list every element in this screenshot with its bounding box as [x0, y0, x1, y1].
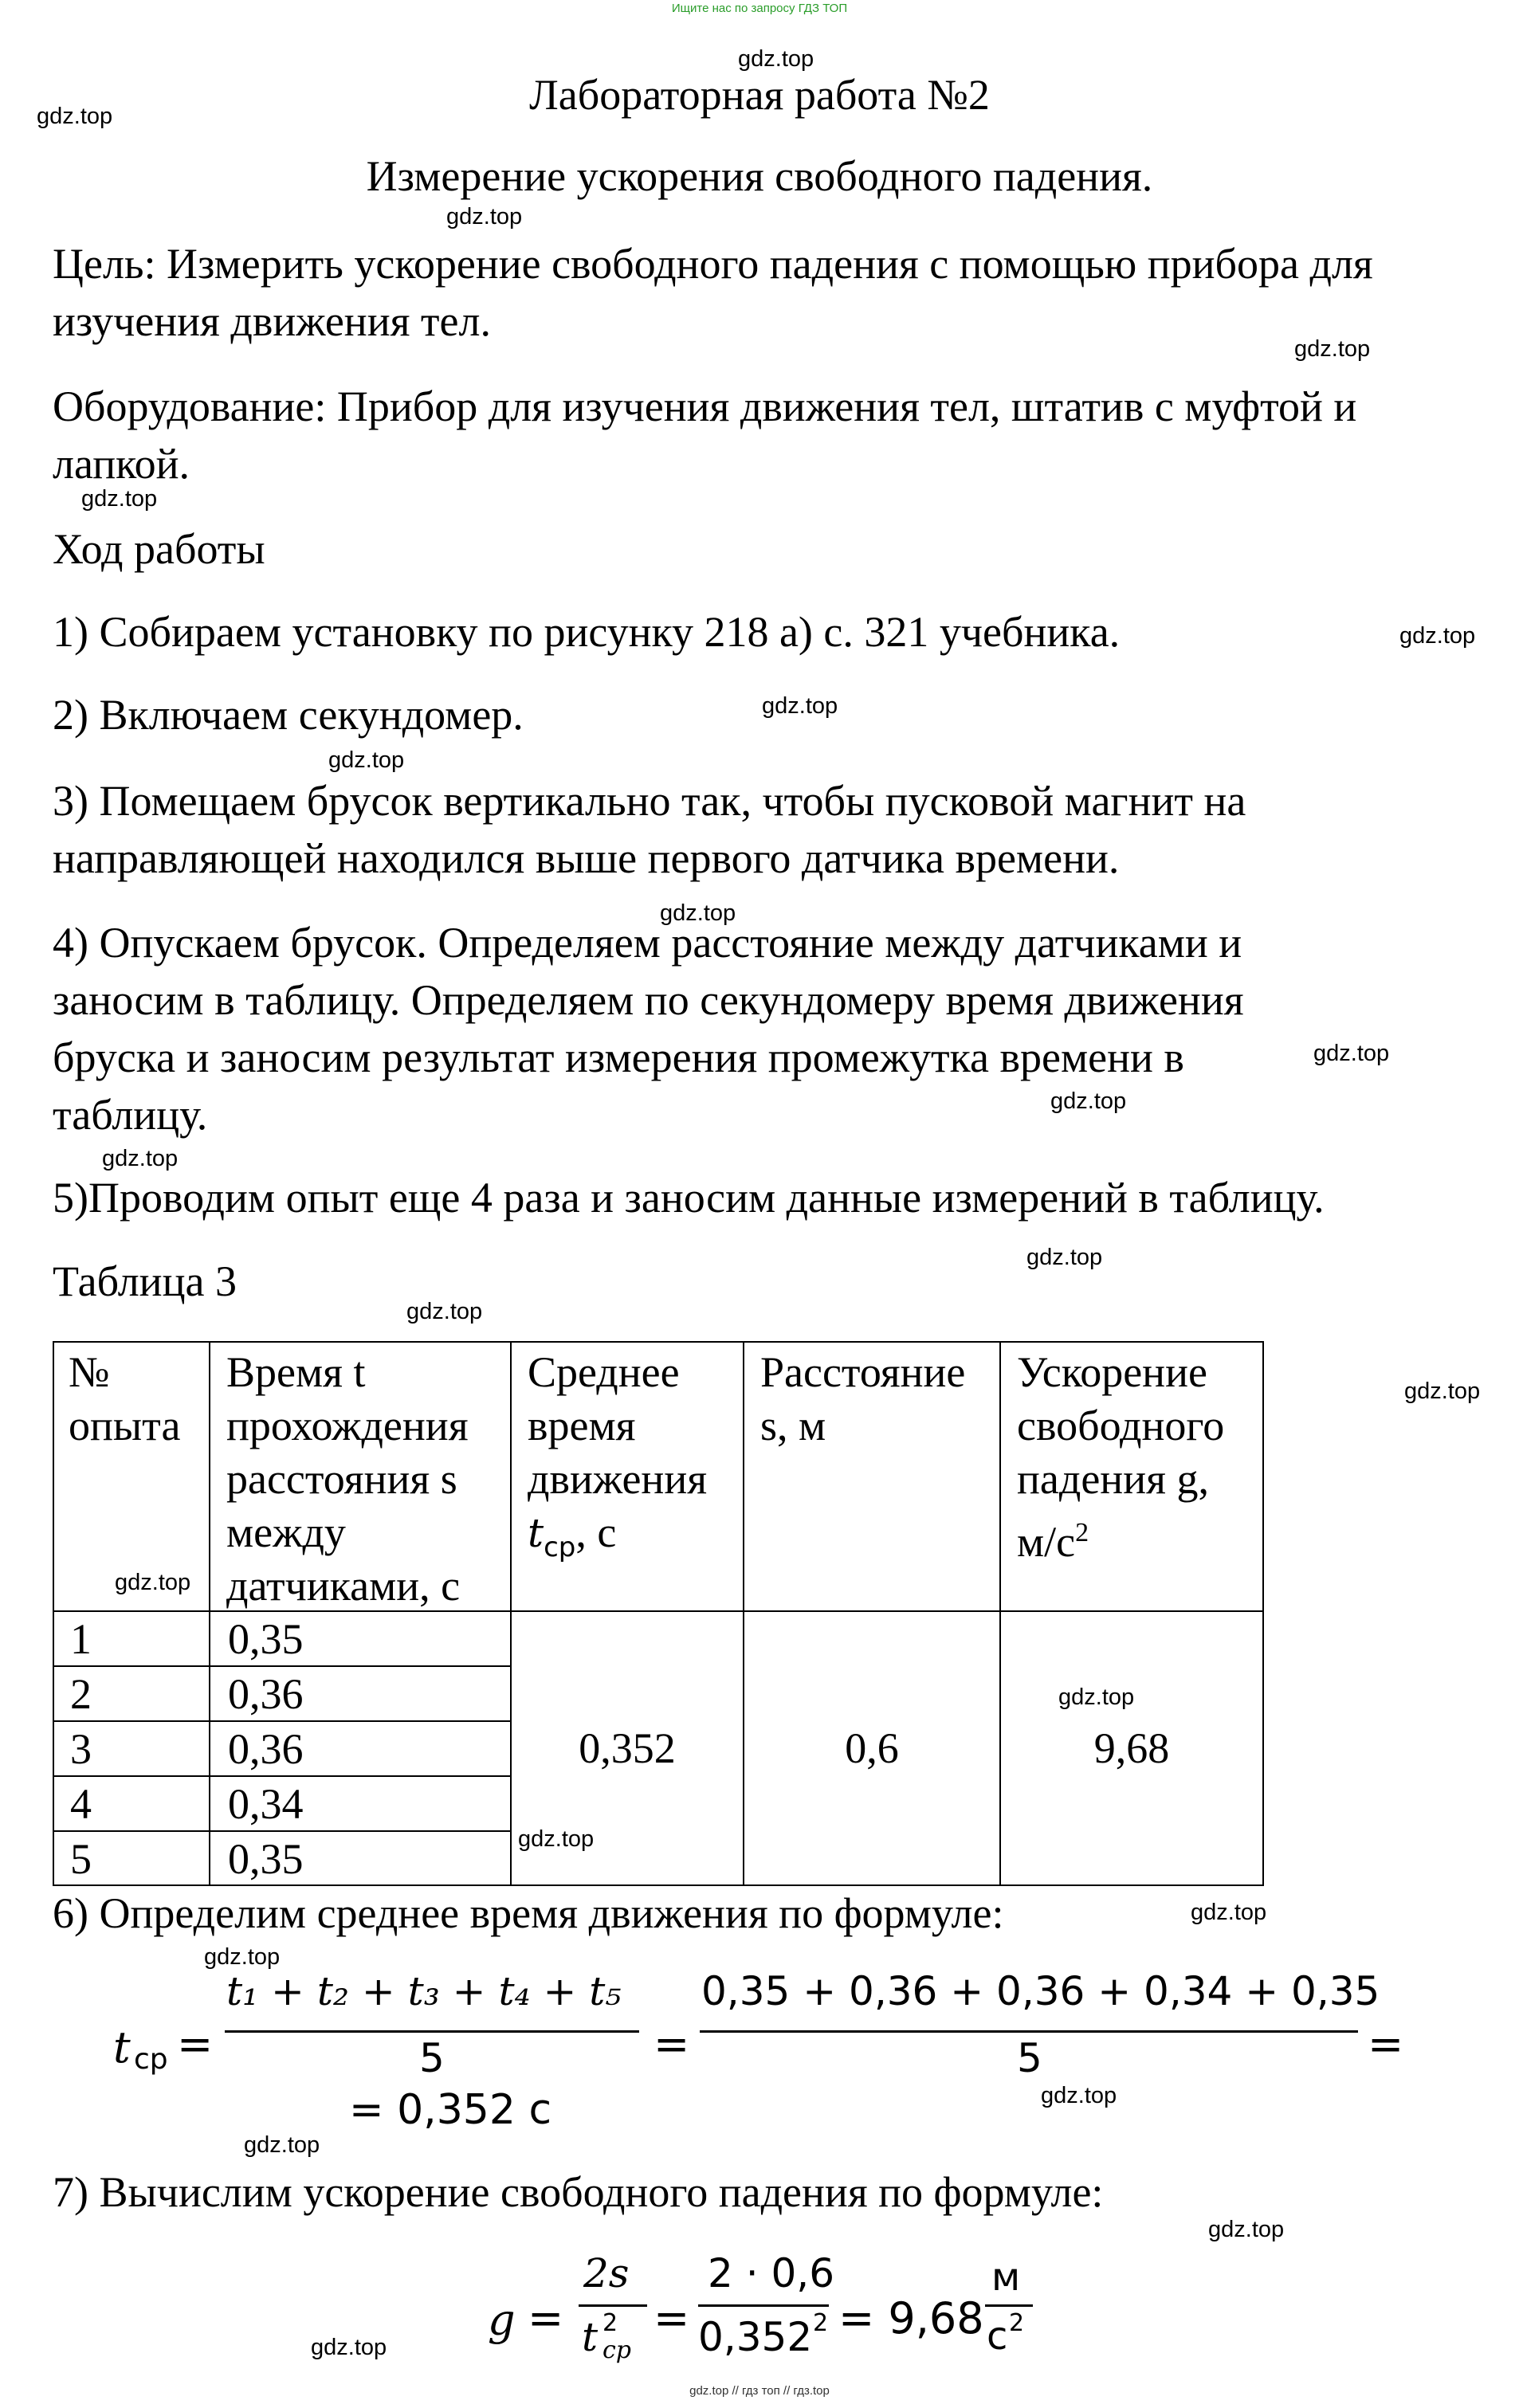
f2-frac2-num: 2 · 0,6 — [708, 2250, 835, 2296]
header-avg-sub: ср — [544, 1531, 576, 1563]
row-1-time: 0,35 — [228, 1615, 304, 1663]
f1-eq-1: = — [177, 2019, 214, 2069]
f2-eq-2: = — [654, 2293, 690, 2343]
formula-average-time — [0, 1968, 1519, 2143]
header-avg — [528, 1346, 735, 1575]
f2-frac2-den-sup: 2 — [813, 2309, 829, 2337]
top-banner: Ищите нас по запросу ГДЗ ТОП — [671, 2, 848, 15]
watermark: gdz.top — [406, 1299, 483, 1324]
row-3-time: 0,36 — [228, 1725, 304, 1773]
step-1: 1) Собираем установку по рисунку 218 а) с. 321 учебника. — [53, 608, 1121, 656]
watermark: gdz.top — [102, 1146, 179, 1171]
bottom-banner: gdz.top // гдз топ // гдз.top — [689, 2384, 830, 2398]
watermark: gdz.top — [518, 1826, 595, 1852]
header-dist: Расстояние s, м — [760, 1348, 966, 1449]
watermark: gdz.top — [1313, 1041, 1390, 1066]
row-4-num: 4 — [70, 1780, 92, 1828]
watermark: gdz.top — [115, 1570, 191, 1595]
goal-paragraph: Цель: Измерить ускорение свободного падения с помощью прибора для изучения движения тел. — [53, 240, 1373, 345]
f1-numerator-symbolic: t₁ + t₂ + t₃ + t₄ + t₅ — [226, 1968, 622, 2014]
watermark: gdz.top — [1404, 1379, 1481, 1404]
step-5: 5)Проводим опыт еще 4 раза и заносим данные измерений в таблицу. — [53, 1174, 1325, 1222]
header-accel — [1017, 1346, 1256, 1569]
acceleration-value: 9,68 — [1093, 1724, 1170, 1772]
f2-unit-bar — [985, 2304, 1033, 2307]
watermark: gdz.top — [660, 900, 736, 926]
f2-frac1-num: 2s — [583, 2250, 630, 2296]
distance-value: 0,6 — [845, 1724, 899, 1772]
watermark: gdz.top — [37, 104, 113, 129]
f2-unit-den: с — [987, 2314, 1008, 2359]
watermark: gdz.top — [1026, 1245, 1103, 1270]
row-1-num: 1 — [70, 1615, 92, 1663]
watermark: gdz.top — [1399, 623, 1476, 649]
watermark: gdz.top — [311, 2335, 387, 2360]
f2-result: = 9,68 — [838, 2293, 984, 2343]
watermark: gdz.top — [1041, 2083, 1117, 2108]
row-2-time: 0,36 — [228, 1670, 304, 1718]
f1-result: = 0,352 с — [349, 2086, 552, 2134]
watermark: gdz.top — [446, 204, 523, 229]
step-6: 6) Определим среднее время движения по формуле: — [53, 1889, 1004, 1937]
f1-den-2: 5 — [1017, 2035, 1042, 2081]
row-3-num: 3 — [70, 1725, 92, 1773]
f2-bar-2 — [698, 2304, 829, 2307]
header-time: Время t прохождения расстояния s между датчиками, с — [226, 1348, 469, 1610]
f1-eq-2: = — [654, 2019, 690, 2069]
f1-lhs-sub: ср — [134, 2043, 168, 2076]
row-5-time: 0,35 — [228, 1835, 304, 1883]
row-2-num: 2 — [70, 1670, 92, 1718]
header-avg-text: Среднее время движения — [528, 1348, 708, 1503]
procedure-heading: Ход работы — [53, 525, 265, 573]
step-7: 7) Вычислим ускорение свободного падения по формуле: — [53, 2168, 1104, 2216]
formula-acceleration — [0, 2247, 1519, 2383]
f1-bar-2 — [700, 2030, 1358, 2033]
watermark: gdz.top — [738, 46, 814, 72]
equipment-paragraph: Оборудование: Прибор для изучения движения тел, штатив с муфтой и лапкой. — [53, 382, 1357, 488]
watermark: gdz.top — [328, 747, 405, 773]
f2-frac1-den-sub: cp — [602, 2336, 632, 2364]
watermark: gdz.top — [1058, 1684, 1135, 1710]
header-num: № опыта — [69, 1348, 181, 1449]
watermark: gdz.top — [244, 2132, 320, 2158]
f1-eq-3: = — [1368, 2019, 1404, 2069]
watermark: gdz.top — [1191, 1900, 1267, 1925]
f2-bar-1 — [579, 2304, 647, 2307]
page-subtitle: Измерение ускорения свободного падения. — [366, 152, 1153, 200]
f1-bar-1 — [225, 2030, 639, 2033]
f1-lhs: t — [113, 2022, 131, 2073]
table-caption: Таблица 3 — [53, 1257, 237, 1305]
results-table — [53, 1341, 1264, 1886]
step-4: 4) Опускаем брусок. Определяем расстояние между датчиками и заносим в таблицу. Определяем по секундомеру время движения бруска и заносим результат измерения промежутка времени в таблицу. — [53, 919, 1244, 1139]
watermark: gdz.top — [1208, 2217, 1285, 2242]
header-avg-symbol: t — [528, 1510, 544, 1556]
avg-time-value: 0,352 — [579, 1724, 676, 1772]
row-4-time: 0,34 — [228, 1780, 304, 1828]
f1-den-1: 5 — [419, 2035, 445, 2081]
f2-frac2-den: 0,352 — [698, 2314, 813, 2360]
f2-lhs: g — [488, 2295, 516, 2345]
watermark: gdz.top — [204, 1944, 281, 1970]
f2-eq-1: = — [528, 2293, 564, 2343]
watermark: gdz.top — [1050, 1088, 1127, 1114]
header-accel-text: Ускорение свободного падения g, м/с — [1017, 1348, 1225, 1566]
watermark: gdz.top — [81, 486, 158, 512]
page-title: Лабораторная работа №2 — [529, 71, 990, 119]
step-3: 3) Помещаем брусок вертикально так, чтобы пусковой магнит на направляющей находился выше первого датчика времени. — [53, 777, 1246, 882]
watermark: gdz.top — [1294, 336, 1371, 362]
f2-frac1-den: t — [582, 2314, 599, 2360]
step-2: 2) Включаем секундомер. — [53, 691, 524, 739]
f1-numerator-values: 0,35 + 0,36 + 0,36 + 0,34 + 0,35 — [701, 1968, 1380, 2014]
f2-unit-den-sup: 2 — [1009, 2309, 1025, 2337]
watermark: gdz.top — [762, 693, 838, 719]
f2-unit-num: м — [991, 2255, 1021, 2300]
f2-frac1-den-sup: 2 — [602, 2309, 618, 2337]
row-5-num: 5 — [70, 1835, 92, 1883]
header-accel-exp: 2 — [1075, 1518, 1089, 1547]
header-avg-unit: , с — [575, 1508, 617, 1556]
